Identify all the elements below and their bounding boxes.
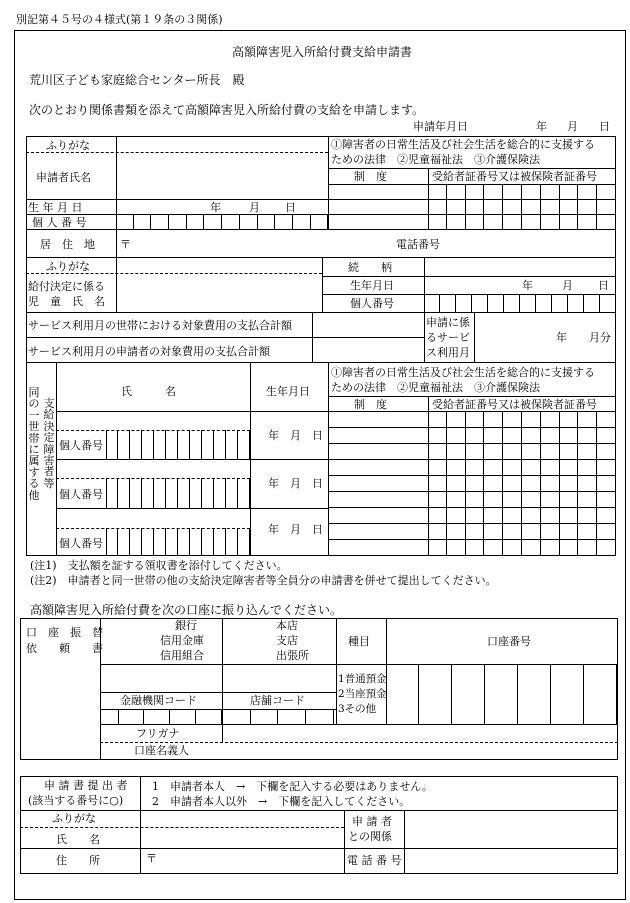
institution-code-cells[interactable] bbox=[118, 709, 222, 724]
household-side-label: 同の一世帯に属する他 bbox=[28, 386, 40, 502]
submitter-name-label: 氏 名 bbox=[56, 833, 100, 846]
submitter-furigana-label: ふりがな bbox=[52, 812, 96, 825]
account-number-header: 口座番号 bbox=[487, 635, 531, 648]
application-date-label: 申請年月日 bbox=[413, 120, 468, 133]
bank-type-bank: 銀行 bbox=[175, 619, 197, 632]
system-label: 制 度 bbox=[354, 398, 387, 411]
submitter-option-1[interactable]: 1 申請者本人 → 下欄を記入する必要はありません。 bbox=[152, 780, 433, 793]
household-birthdate-header: 生年月日 bbox=[266, 385, 310, 398]
law-note: ための法律 ②児童福祉法 ③介護保険法 bbox=[331, 381, 540, 394]
form-number: 別記第４５号の４様式(第１９条の３関係) bbox=[16, 13, 223, 26]
account-type-option[interactable]: 1普通預金 bbox=[338, 673, 387, 685]
applicant-total-label: サービス利用月の申請者の対象費用の支払合計額 bbox=[28, 345, 270, 358]
bank-intro: 高額障害児入所給付費を次の口座に振り込んでください。 bbox=[30, 603, 343, 617]
member-individual-number-cells[interactable] bbox=[106, 528, 250, 556]
applicant-name-label: 申請者氏名 bbox=[36, 171, 91, 184]
office-sub: 出張所 bbox=[276, 649, 309, 662]
member-individual-number-label: 個人番号 bbox=[59, 537, 103, 550]
member-individual-number-label: 個人番号 bbox=[59, 439, 103, 452]
law-note: ①障害者の日常生活及び社会生活を総合的に支援する bbox=[331, 366, 595, 379]
submitter-label: 申 請 書 提 出 者 bbox=[44, 779, 128, 792]
child-birth-month: 月 bbox=[562, 279, 573, 292]
applicant-furigana-label: ふりがな bbox=[46, 139, 90, 152]
account-holder-label: 口座名義人 bbox=[134, 744, 189, 757]
member-birthdate: 年 月 日 bbox=[268, 523, 323, 536]
household-side-label: 支給決定障害者等 bbox=[43, 397, 55, 490]
child-birth-day: 日 bbox=[598, 279, 609, 292]
child-furigana-label: ふりがな bbox=[46, 260, 90, 273]
transfer-label: 依 頼 書 bbox=[26, 642, 103, 655]
child-label-line1: 給付決定に係る bbox=[28, 280, 105, 293]
intro-text: 次のとおり関係書類を添えて高額障害児入所給付費の支給を申請します。 bbox=[29, 103, 425, 117]
account-type-option[interactable]: 3その他 bbox=[338, 703, 377, 715]
law-note: ①障害者の日常生活及び社会生活を総合的に支援する bbox=[331, 138, 595, 151]
individual-number-label: 個 人 番 号 bbox=[32, 216, 87, 229]
submitter-label: (該当する番号に○) bbox=[28, 794, 124, 807]
account-type-option[interactable]: 2当座預金 bbox=[338, 688, 387, 700]
member-individual-number-cells[interactable] bbox=[106, 478, 250, 508]
household-certificate-cells[interactable] bbox=[428, 411, 616, 556]
service-month-label: るサービ bbox=[426, 331, 470, 344]
child-label-line2: 児 童 氏 名 bbox=[28, 295, 105, 308]
member-individual-number-label: 個人番号 bbox=[59, 488, 103, 501]
submitter-postal-mark: 〒 bbox=[146, 852, 157, 865]
note-1: (注1) 支払額を証する領収書を添付してください。 bbox=[30, 559, 288, 572]
account-type-header: 種目 bbox=[348, 635, 370, 648]
relation-label: との関係 bbox=[348, 830, 392, 843]
household-total-label: サービス利用月の世帯における対象費用の支払合計額 bbox=[28, 319, 292, 332]
member-birthdate: 年 月 日 bbox=[268, 477, 323, 490]
household-name-header: 氏 名 bbox=[121, 385, 176, 398]
office-head: 本店 bbox=[276, 619, 298, 632]
bank-type-kumiai: 信用組合 bbox=[160, 649, 204, 662]
relation-label: 申 請 者 bbox=[352, 815, 392, 828]
child-birth-year: 年 bbox=[522, 279, 533, 292]
account-furigana-label: フリガナ bbox=[136, 727, 180, 740]
date-day: 日 bbox=[599, 120, 610, 133]
birthdate-label: 生 年 月 日 bbox=[28, 201, 83, 214]
postal-mark: 〒 bbox=[120, 238, 131, 251]
relationship-label: 続 柄 bbox=[348, 261, 392, 274]
member-individual-number-cells[interactable] bbox=[106, 430, 250, 459]
law-note: ための法律 ②児童福祉法 ③介護保険法 bbox=[331, 153, 540, 166]
certificate-label: 受給者証番号又は被保険者証番号 bbox=[432, 170, 597, 183]
date-month: 月 bbox=[567, 120, 578, 133]
child-individual-number-label: 個人番号 bbox=[350, 297, 394, 310]
service-month-label: 申請に係 bbox=[426, 316, 470, 329]
transfer-label: 口 座 振 替 bbox=[26, 626, 103, 639]
member-birthdate: 年 月 日 bbox=[268, 429, 323, 442]
submitter-address-label: 住 所 bbox=[56, 854, 100, 867]
birth-day: 日 bbox=[285, 201, 296, 214]
child-birthdate-label: 生年月日 bbox=[350, 279, 394, 292]
child-individual-number-cells[interactable] bbox=[424, 294, 616, 312]
individual-number-cells[interactable] bbox=[116, 214, 328, 229]
addressee: 荒川区子ども家庭総合センター所長 殿 bbox=[29, 73, 245, 87]
address-label: 居 住 地 bbox=[40, 238, 95, 251]
submitter-phone-label: 電 話 番 号 bbox=[347, 854, 402, 867]
certificate-label: 受給者証番号又は被保険者証番号 bbox=[432, 398, 597, 411]
system-label: 制 度 bbox=[354, 170, 387, 183]
branch-code-label: 店舗コード bbox=[250, 694, 305, 707]
certificate-number-cells[interactable] bbox=[428, 184, 616, 229]
birth-month: 月 bbox=[249, 201, 260, 214]
office-branch: 支店 bbox=[276, 634, 298, 647]
submitter-option-2[interactable]: 2 申請者本人以外 → 下欄を記入してください。 bbox=[152, 795, 411, 808]
service-month-label: ス利用月 bbox=[426, 346, 470, 359]
note-2: (注2) 申請者と同一世帯の他の支給決定障害者等全員分の申請書を併せて提出してください。 bbox=[30, 574, 497, 587]
account-number-cells[interactable] bbox=[386, 664, 617, 724]
service-year-month: 年 月分 bbox=[556, 331, 611, 344]
bank-type-shinkin: 信用金庫 bbox=[160, 634, 204, 647]
branch-code-cells[interactable] bbox=[250, 709, 334, 724]
date-year: 年 bbox=[536, 120, 547, 133]
institution-code-label: 金融機関コード bbox=[120, 694, 197, 707]
form-title: 高額障害児入所給付費支給申請書 bbox=[232, 45, 413, 59]
birth-year: 年 bbox=[210, 201, 221, 214]
phone-label: 電話番号 bbox=[396, 238, 440, 251]
